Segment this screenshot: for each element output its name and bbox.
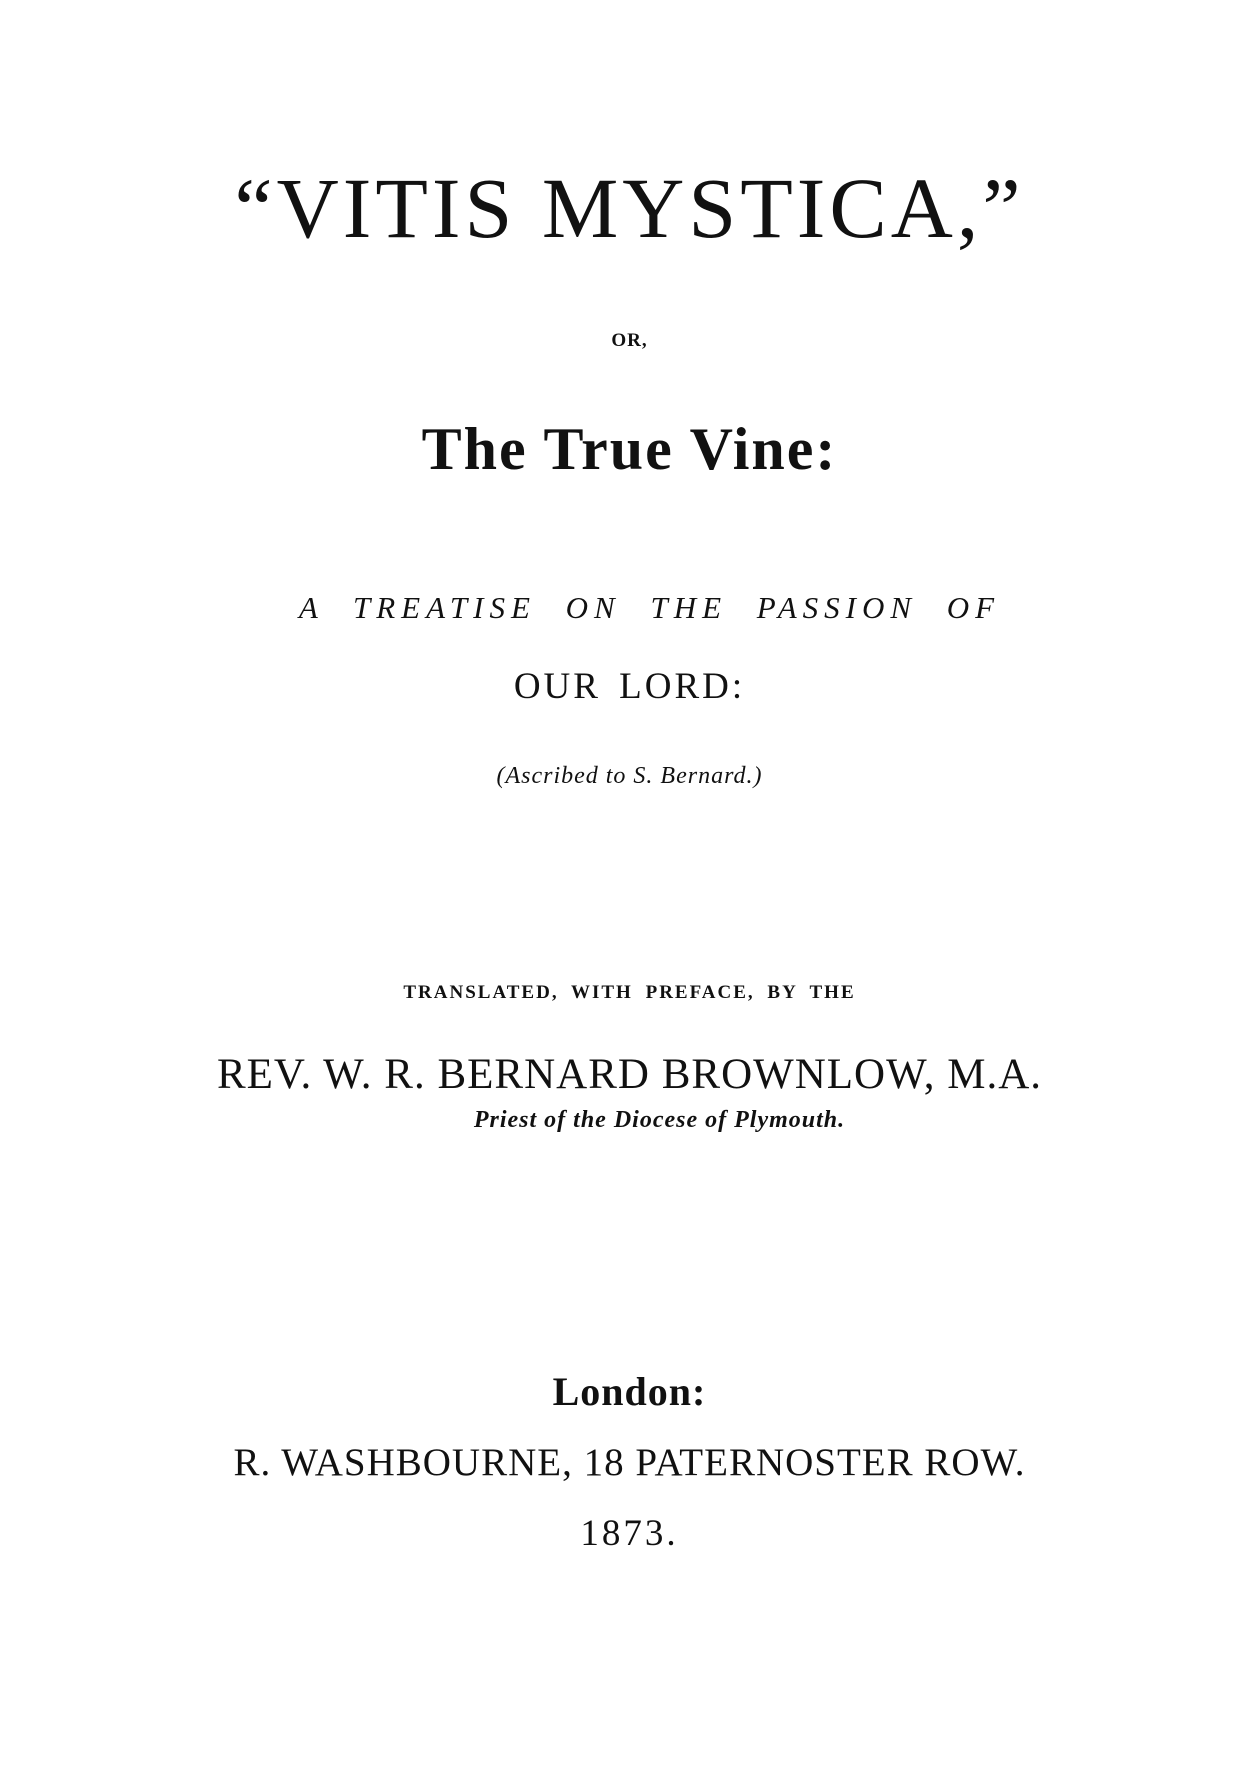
book-title: “VITIS MYSTICA,” (234, 160, 1025, 256)
attribution-line: (Ascribed to S. Bernard.) (496, 763, 763, 789)
our-lord-line: OUR LORD: (513, 666, 746, 707)
translated-line: TRANSLATED, WITH PREFACE, BY THE (403, 982, 856, 1003)
publication-year: 1873. (580, 1513, 679, 1554)
translator-title: Priest of the Diocese of Plymouth. (473, 1107, 846, 1133)
book-subtitle: The True Vine: (421, 416, 838, 482)
treatise-line: A TREATISE ON THE PASSION OF (298, 590, 1001, 625)
translator-name: REV. W. R. BERNARD BROWNLOW, M.A. (216, 1051, 1042, 1098)
or-line: OR, (611, 330, 648, 351)
publication-place: London: (552, 1369, 707, 1414)
publisher-line: R. WASHBOURNE, 18 PATERNOSTER ROW. (233, 1441, 1026, 1484)
